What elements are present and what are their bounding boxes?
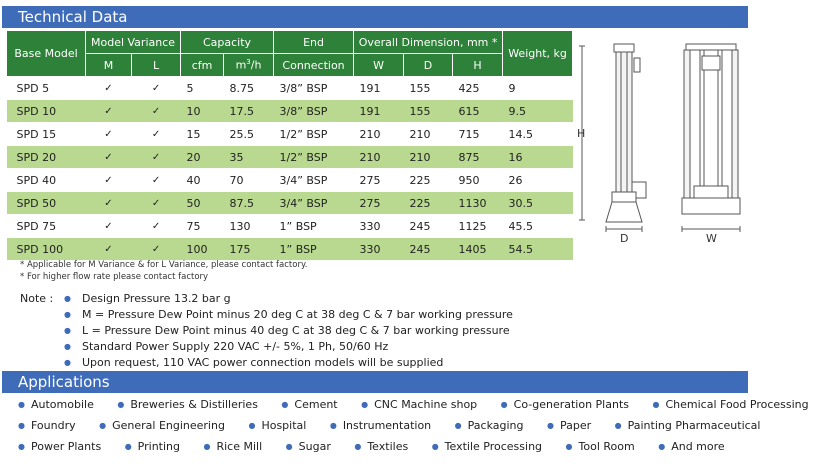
model-cell: SPD 50	[7, 192, 86, 215]
table-row	[7, 192, 573, 215]
m-variance-check: ✓	[86, 169, 132, 192]
header-capacity: Capacity	[181, 31, 274, 54]
weight-cell: 9.5	[503, 100, 573, 123]
application-item: ● CNC Machine shop	[361, 398, 478, 411]
height-label: H	[577, 127, 586, 140]
width-cell: 191	[354, 100, 404, 123]
l-variance-check: ✓	[132, 77, 181, 100]
application-item: ● Textile Processing	[431, 440, 543, 453]
application-item: ● Co-generation Plants	[500, 398, 629, 411]
table-row	[7, 215, 573, 238]
connection-cell: 3/8” BSP	[274, 100, 354, 123]
connection-cell: 1” BSP	[274, 238, 354, 261]
application-item: ● Power Plants	[18, 440, 102, 453]
height-cell: 1130	[453, 192, 503, 215]
header-h: H	[453, 54, 503, 77]
application-item: ● Foundry	[18, 419, 76, 432]
l-variance-check: ✓	[132, 146, 181, 169]
connection-cell: 3/8” BSP	[274, 77, 354, 100]
m3h-cell: 8.75	[224, 77, 274, 100]
footnote: * For higher flow rate please contact factory	[20, 272, 209, 282]
model-cell: SPD 5	[7, 77, 86, 100]
depth-cell: 225	[404, 169, 453, 192]
width-label: W	[706, 232, 717, 245]
model-cell: SPD 15	[7, 123, 86, 146]
m-variance-check: ✓	[86, 100, 132, 123]
connection-cell: 1/2” BSP	[274, 123, 354, 146]
header-w: W	[354, 54, 404, 77]
depth-cell: 210	[404, 146, 453, 169]
height-cell: 425	[453, 77, 503, 100]
cfm-cell: 15	[181, 123, 224, 146]
note-item: ● L = Pressure Dew Point minus 40 deg C at 38 deg C & 7 bar working pressure	[64, 323, 584, 339]
application-item: ● Rice Mill	[203, 440, 263, 453]
width-cell: 191	[354, 77, 404, 100]
width-cell: 210	[354, 123, 404, 146]
height-cell: 950	[453, 169, 503, 192]
height-cell: 875	[453, 146, 503, 169]
depth-cell: 155	[404, 77, 453, 100]
header-weight: Weight, kg	[503, 31, 573, 77]
depth-cell: 210	[404, 123, 453, 146]
depth-label: D	[620, 232, 629, 245]
application-item: ● Instrumentation	[329, 419, 432, 432]
table-row	[7, 77, 573, 100]
m3h-cell: 87.5	[224, 192, 274, 215]
dryer-dimension-drawing	[576, 36, 748, 250]
weight-cell: 54.5	[503, 238, 573, 261]
depth-cell: 155	[404, 100, 453, 123]
m3h-cell: 25.5	[224, 123, 274, 146]
depth-cell: 245	[404, 238, 453, 261]
note-item: ● Design Pressure 13.2 bar g	[64, 291, 584, 307]
cfm-cell: 40	[181, 169, 224, 192]
width-cell: 275	[354, 169, 404, 192]
cfm-cell: 50	[181, 192, 224, 215]
l-variance-check: ✓	[132, 192, 181, 215]
header-d: D	[404, 54, 453, 77]
weight-cell: 9	[503, 77, 573, 100]
model-cell: SPD 40	[7, 169, 86, 192]
m3h-cell: 17.5	[224, 100, 274, 123]
m-variance-check: ✓	[86, 146, 132, 169]
applications-line	[18, 440, 748, 461]
width-cell: 210	[354, 146, 404, 169]
m-variance-check: ✓	[86, 215, 132, 238]
header-m3h: $m^3/h$	[224, 54, 274, 77]
connection-cell: 1/2” BSP	[274, 146, 354, 169]
footnote: * Applicable for M Variance & for L Variance, please contact factory.	[20, 260, 308, 270]
cfm-cell: 5	[181, 77, 224, 100]
header-l: L	[132, 54, 181, 77]
height-cell: 615	[453, 100, 503, 123]
l-variance-check: ✓	[132, 238, 181, 261]
application-item: ● Packaging	[454, 419, 524, 432]
application-item: ● Tool Room	[565, 440, 635, 453]
note-list	[64, 291, 584, 371]
applications-banner: Applications	[2, 371, 748, 393]
l-variance-check: ✓	[132, 215, 181, 238]
application-item: ● Chemical Food Processing	[652, 398, 809, 411]
applications-line	[18, 419, 761, 440]
l-variance-check: ✓	[132, 100, 181, 123]
header-connection: Connection	[274, 54, 354, 77]
header-end: End	[274, 31, 354, 54]
technical-data-banner: Technical Data	[2, 6, 748, 28]
depth-cell: 245	[404, 215, 453, 238]
footnotes	[20, 259, 307, 283]
weight-cell: 30.5	[503, 192, 573, 215]
table-row	[7, 146, 573, 169]
height-cell: 1125	[453, 215, 503, 238]
application-item: ● Textiles	[354, 440, 409, 453]
table-row	[7, 238, 573, 261]
header-overall-dimension: Overall Dimension, mm *	[354, 31, 503, 54]
width-cell: 275	[354, 192, 404, 215]
width-cell: 330	[354, 215, 404, 238]
m3h-cell: 35	[224, 146, 274, 169]
table-row	[7, 123, 573, 146]
weight-cell: 26	[503, 169, 573, 192]
m-variance-check: ✓	[86, 77, 132, 100]
m-variance-check: ✓	[86, 123, 132, 146]
cfm-cell: 20	[181, 146, 224, 169]
weight-cell: 14.5	[503, 123, 573, 146]
note-item: ● Standard Power Supply 220 VAC +/- 5%, 1 Ph, 50/60 Hz	[64, 339, 584, 355]
note-item: ● M = Pressure Dew Point minus 20 deg C at 38 deg C & 7 bar working pressure	[64, 307, 584, 323]
m3h-cell: 175	[224, 238, 274, 261]
m3h-cell: 130	[224, 215, 274, 238]
l-variance-check: ✓	[132, 123, 181, 146]
header-m: M	[86, 54, 132, 77]
connection-cell: 3/4” BSP	[274, 169, 354, 192]
note-item: ● Upon request, 110 VAC power connection models will be supplied	[64, 355, 584, 371]
height-cell: 715	[453, 123, 503, 146]
model-cell: SPD 75	[7, 215, 86, 238]
application-item: ● Printing	[124, 440, 180, 453]
m-variance-check: ✓	[86, 192, 132, 215]
application-item: ● Automobile	[18, 398, 94, 411]
cfm-cell: 75	[181, 215, 224, 238]
applications-list	[18, 398, 809, 461]
depth-cell: 225	[404, 192, 453, 215]
header-base-model: Base Model	[7, 31, 86, 77]
cfm-cell: 100	[181, 238, 224, 261]
model-cell: SPD 20	[7, 146, 86, 169]
m-variance-check: ✓	[86, 238, 132, 261]
applications-line	[18, 398, 809, 419]
table-row	[7, 169, 573, 192]
weight-cell: 16	[503, 146, 573, 169]
application-item: ● Cement	[281, 398, 338, 411]
cfm-cell: 10	[181, 100, 224, 123]
application-item: ● Sugar	[285, 440, 331, 453]
width-cell: 330	[354, 238, 404, 261]
connection-cell: 3/4” BSP	[274, 192, 354, 215]
model-cell: SPD 10	[7, 100, 86, 123]
connection-cell: 1” BSP	[274, 215, 354, 238]
technical-data-table	[6, 30, 573, 261]
application-item: ● General Engineering	[99, 419, 225, 432]
note-label: Note :	[20, 292, 54, 305]
application-item: ● Painting Pharmaceutical	[614, 419, 761, 432]
height-cell: 1405	[453, 238, 503, 261]
weight-cell: 45.5	[503, 215, 573, 238]
header-model-variance: Model Variance	[86, 31, 181, 54]
model-cell: SPD 100	[7, 238, 86, 261]
application-item: ● Breweries & Distilleries	[117, 398, 258, 411]
header-cfm: cfm	[181, 54, 224, 77]
application-item: ● Hospital	[248, 419, 307, 432]
application-item: ● And more	[658, 440, 725, 453]
m3h-cell: 70	[224, 169, 274, 192]
table-row	[7, 100, 573, 123]
application-item: ● Paper	[546, 419, 592, 432]
l-variance-check: ✓	[132, 169, 181, 192]
